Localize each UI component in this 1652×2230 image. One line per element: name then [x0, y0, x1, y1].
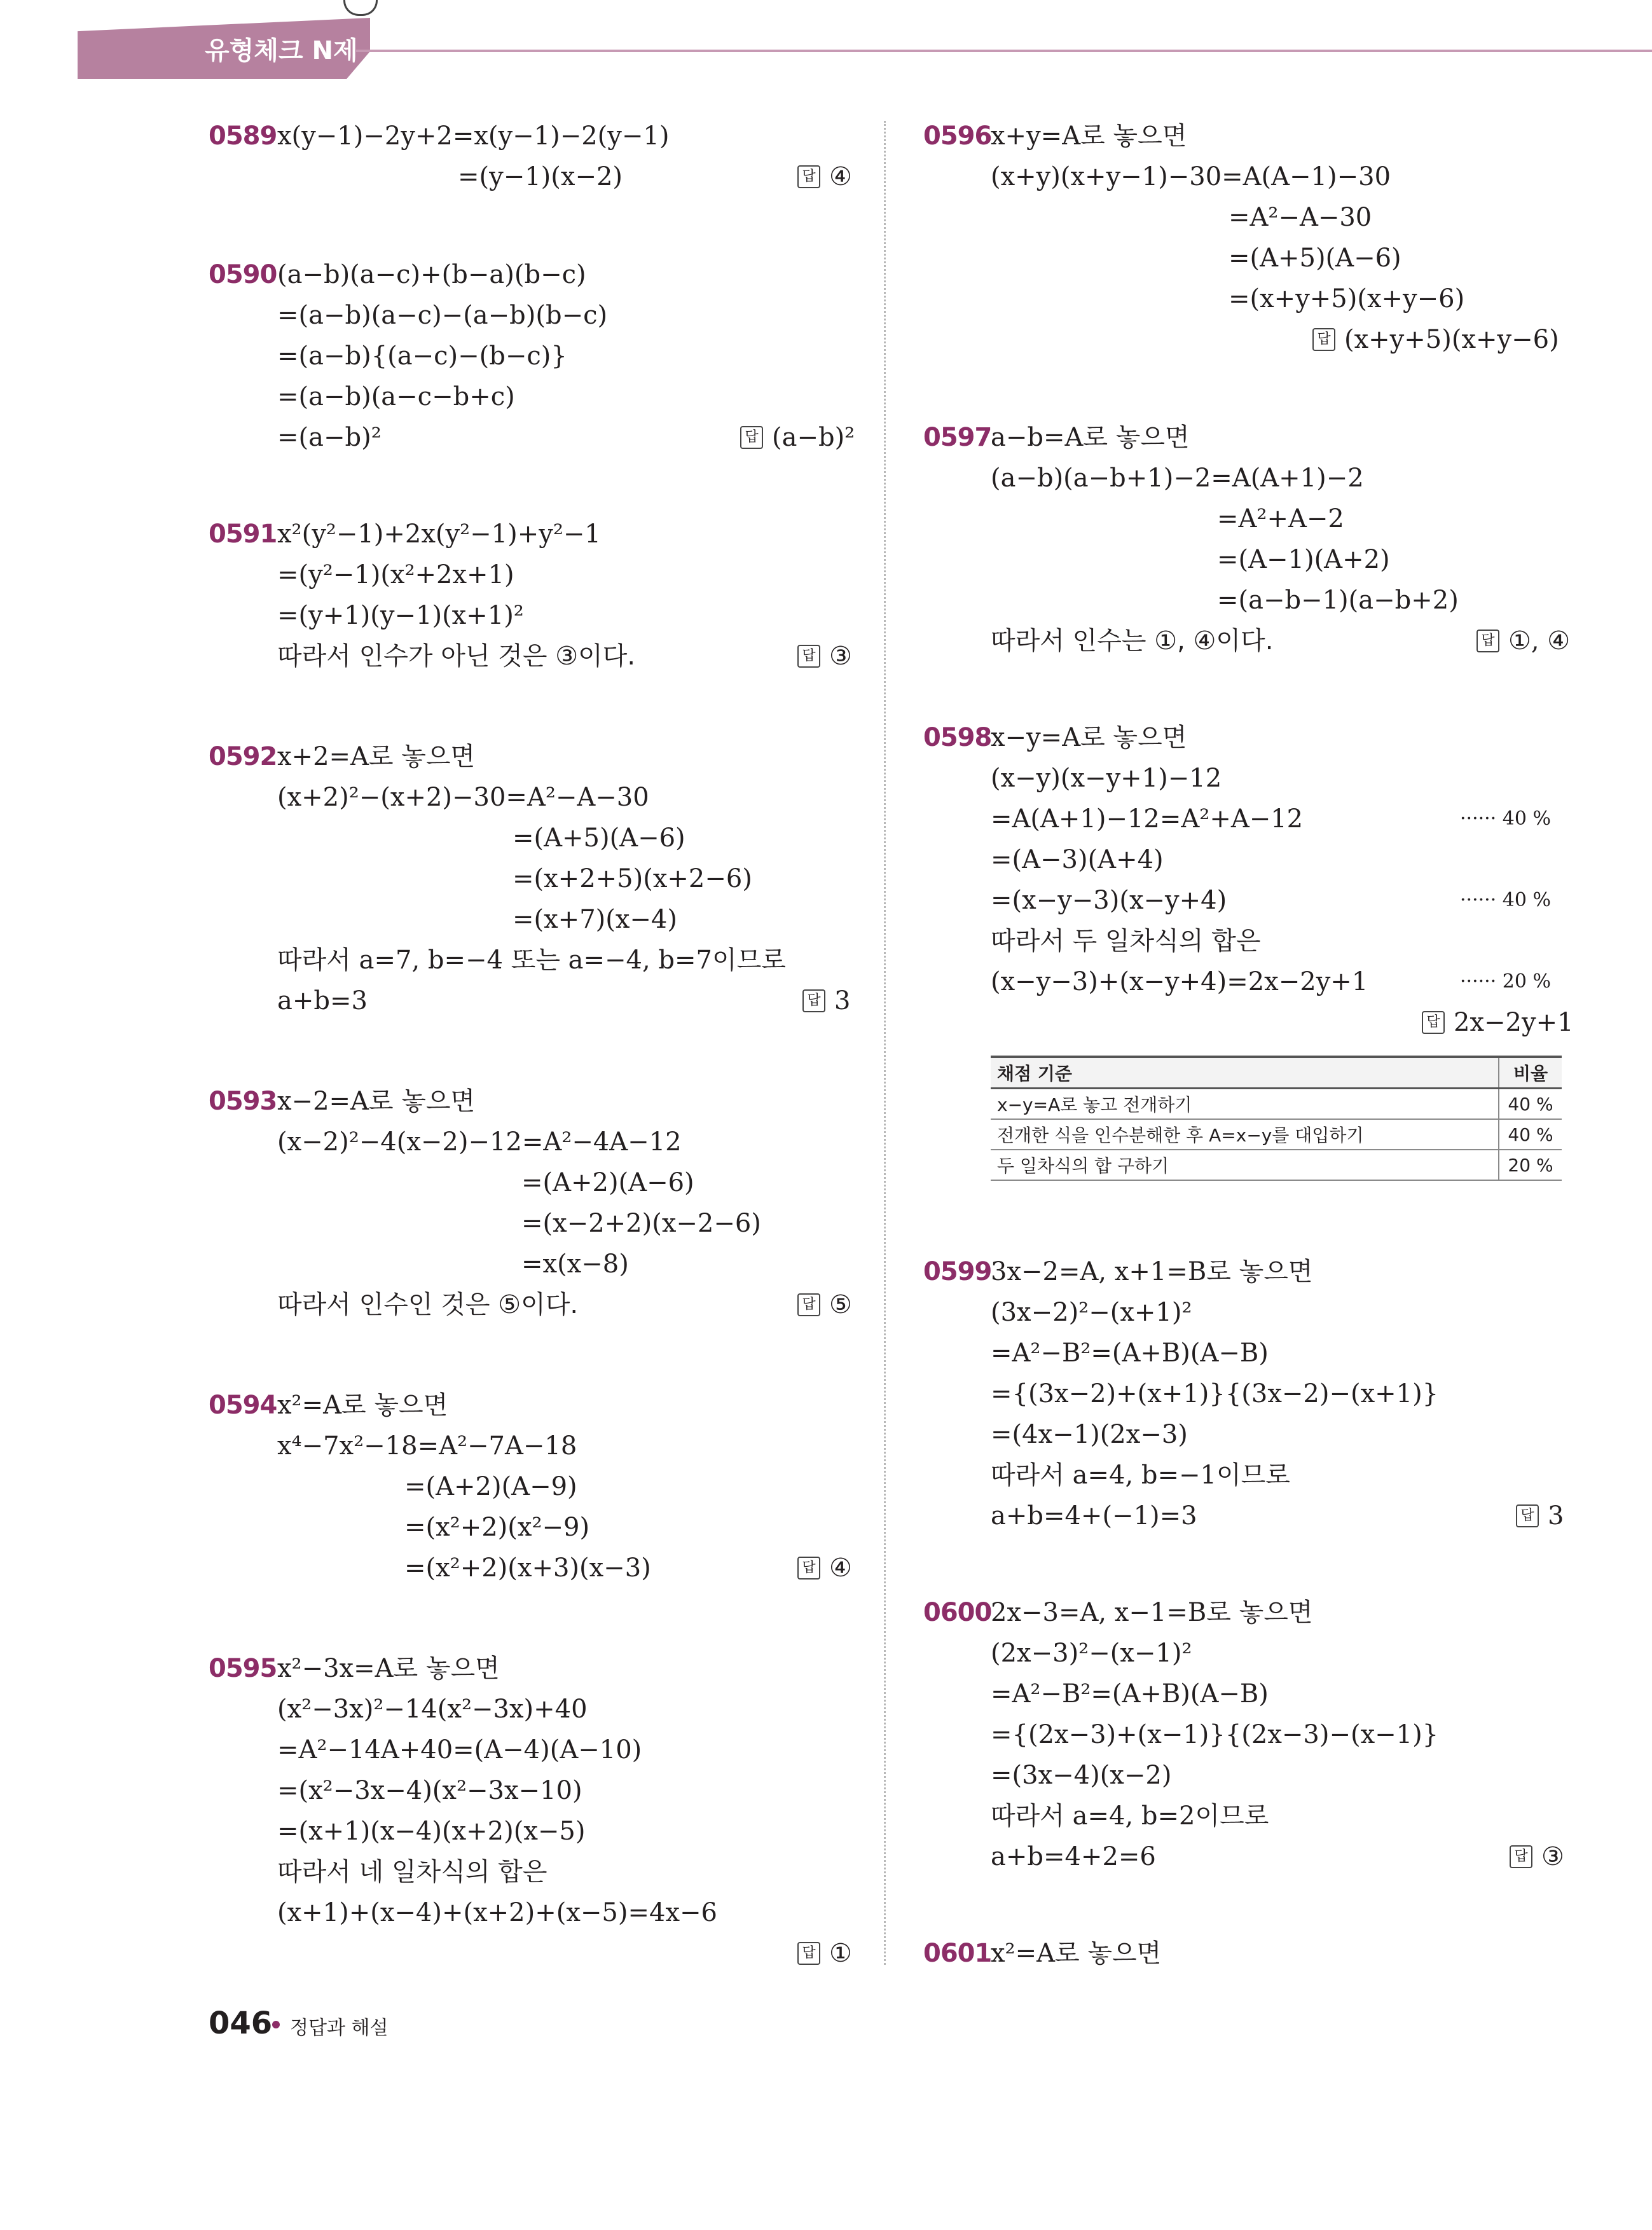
- solution-line: x+2=A로 놓으면: [277, 742, 476, 771]
- solution-line: =(A+2)(A−9): [404, 1472, 577, 1501]
- solution-line: =(x−2+2)(x−2−6): [521, 1209, 761, 1238]
- answer-value: ①, ④: [1508, 626, 1571, 656]
- solution-line: x(y−1)−2y+2=x(y−1)−2(y−1): [277, 121, 670, 151]
- solution-line: =A²−A−30: [1229, 203, 1372, 232]
- solution-line: =(x+2+5)(x+2−6): [513, 864, 752, 893]
- solution-line: =x(x−8): [521, 1249, 629, 1279]
- solution-line: (x−y−3)+(x−y+4)=2x−2y+1: [991, 967, 1368, 996]
- answer: [797, 1553, 852, 1583]
- solution-line: =(3x−4)(x−2): [991, 1761, 1172, 1790]
- solution-line: =(y+1)(y−1)(x+1)²: [277, 601, 524, 630]
- solution-line: (x²−3x)²−14(x²−3x)+40: [277, 1695, 588, 1724]
- solution-line: =(x²+2)(x+3)(x−3): [404, 1553, 651, 1583]
- problem-number: 0597: [923, 423, 992, 452]
- problem-number: 0599: [923, 1257, 992, 1286]
- table-row: [991, 1089, 1562, 1120]
- answer-value: ③: [1541, 1842, 1564, 1871]
- solution-line: x+y=A로 놓으면: [991, 121, 1187, 151]
- solution-line: 따라서 a=4, b=2이므로: [991, 1801, 1269, 1831]
- answer: [1422, 1007, 1574, 1038]
- solution-line: =(a−b){(a−c)−(b−c)}: [277, 341, 567, 371]
- answer: [1516, 1501, 1564, 1531]
- answer-label-icon: 답: [797, 165, 820, 188]
- problem-number: 0593: [209, 1087, 277, 1116]
- answer-label-icon: 답: [1516, 1504, 1539, 1527]
- solution-line: =A²−B²=(A+B)(A−B): [991, 1679, 1269, 1709]
- solution-line: (x−y)(x−y+1)−12: [991, 764, 1222, 793]
- solution-line: =(a−b)(a−c)−(a−b)(b−c): [277, 301, 608, 330]
- answer: [797, 162, 852, 192]
- solution-line: =(x+y+5)(x+y−6): [1229, 284, 1465, 313]
- solution-line: a+b=4+(−1)=3: [991, 1501, 1197, 1531]
- solution-line: =(A−3)(A+4): [991, 845, 1164, 874]
- answer-value: (x+y+5)(x+y−6): [1344, 325, 1559, 354]
- answer-value: (a−b)²: [772, 423, 855, 452]
- answer-value: ④: [829, 1553, 852, 1583]
- solution-line: =(A+5)(A−6): [1229, 244, 1401, 273]
- table-cell: 전개한 식을 인수분해한 후 A=x−y를 대입하기: [991, 1119, 1499, 1150]
- header-title: 유형체크 N제: [205, 36, 358, 65]
- answer-value: ④: [829, 162, 852, 191]
- table-row: [991, 1119, 1562, 1150]
- solution-line: 따라서 인수는 ①, ④이다.: [991, 626, 1274, 656]
- answer-label-icon: 답: [1422, 1011, 1445, 1034]
- table-header-cell: 채점 기준: [991, 1057, 1499, 1089]
- table-header-row: [991, 1057, 1562, 1089]
- problem-number: 0591: [209, 520, 277, 549]
- score-percent: ······ 40 %: [1460, 889, 1551, 911]
- bullet-icon: [272, 2021, 280, 2028]
- solution-line: ={(3x−2)+(x+1)}{(3x−2)−(x+1)}: [991, 1379, 1439, 1408]
- solution-line: a+b=3: [277, 986, 368, 1015]
- problem-number: 0600: [923, 1598, 992, 1627]
- solution-line: =(x+7)(x−4): [513, 905, 677, 934]
- solution-line: =(x+1)(x−4)(x+2)(x−5): [277, 1817, 586, 1846]
- solution-line: x²=A로 놓으면: [277, 1391, 448, 1420]
- solution-line: (3x−2)²−(x+1)²: [991, 1298, 1192, 1327]
- answer-value: 3: [1548, 1501, 1564, 1531]
- solution-line: =A(A+1)−12=A²+A−12: [991, 804, 1304, 834]
- answer-label-icon: 답: [1312, 328, 1335, 351]
- answer: [740, 422, 855, 453]
- solution-line: x−y=A로 놓으면: [991, 723, 1187, 752]
- table-cell: 20 %: [1499, 1150, 1562, 1180]
- solution-line: =A²−B²=(A+B)(A−B): [991, 1339, 1269, 1368]
- answer: [1476, 626, 1570, 656]
- table-cell: x−y=A로 놓고 전개하기: [991, 1089, 1499, 1120]
- solution-line: =(y²−1)(x²+2x+1): [277, 560, 514, 589]
- answer-value: 3: [834, 986, 851, 1015]
- answer-label-icon: 답: [797, 645, 820, 668]
- solution-line: (x+2)²−(x+2)−30=A²−A−30: [277, 783, 649, 812]
- solution-line: 따라서 인수가 아닌 것은 ③이다.: [277, 642, 636, 671]
- answer-label-icon: 답: [797, 1557, 820, 1580]
- answer-value: ③: [829, 642, 852, 671]
- answer-label-icon: 답: [740, 426, 763, 449]
- score-percent: ······ 20 %: [1460, 970, 1551, 993]
- answer-label-icon: 답: [797, 1942, 820, 1965]
- solution-line: 따라서 네 일차식의 합은: [277, 1857, 547, 1887]
- answer-value: 2x−2y+1: [1454, 1008, 1574, 1037]
- solution-line: =(a−b)²: [277, 423, 382, 452]
- solution-line: 따라서 두 일차식의 합은: [991, 926, 1261, 956]
- problem-number: 0595: [209, 1654, 277, 1683]
- solution-line: x²(y²−1)+2x(y²−1)+y²−1: [277, 520, 601, 549]
- solution-line: =(a−b)(a−c−b+c): [277, 382, 515, 411]
- solution-line: =(a−b−1)(a−b+2): [1217, 586, 1459, 615]
- solution-line: 3x−2=A, x+1=B로 놓으면: [991, 1257, 1313, 1286]
- solution-line: (a−b)(a−b+1)−2=A(A+1)−2: [991, 464, 1364, 493]
- problem-number: 0590: [209, 260, 277, 289]
- table-cell: 40 %: [1499, 1089, 1562, 1120]
- solution-line: x²−3x=A로 놓으면: [277, 1654, 500, 1683]
- solution-line: =A²+A−2: [1217, 504, 1344, 533]
- solution-line: =(A−1)(A+2): [1217, 545, 1390, 574]
- solution-line: 따라서 인수인 것은 ⑤이다.: [277, 1290, 579, 1319]
- table-header-cell: 비율: [1499, 1057, 1562, 1089]
- problem-number: 0592: [209, 742, 277, 771]
- solution-line: =(A+2)(A−6): [521, 1168, 694, 1197]
- solution-line: =(x²+2)(x²−9): [404, 1513, 590, 1542]
- problem-number: 0594: [209, 1391, 277, 1420]
- answer-value: ⑤: [829, 1290, 852, 1319]
- solution-line: a+b=4+2=6: [991, 1842, 1156, 1871]
- solution-line: 따라서 a=7, b=−4 또는 a=−4, b=7이므로: [277, 946, 786, 975]
- table-row: [991, 1150, 1562, 1180]
- solution-line: (x+1)+(x−4)+(x+2)+(x−5)=4x−6: [277, 1898, 717, 1927]
- answer: [797, 1938, 852, 1969]
- solution-line: 2x−3=A, x−1=B로 놓으면: [991, 1598, 1313, 1627]
- solution-line: =(A+5)(A−6): [513, 823, 685, 853]
- answer: [802, 986, 850, 1016]
- problem-number: 0598: [923, 723, 992, 752]
- answer: [1312, 324, 1559, 355]
- table-cell: 두 일차식의 합 구하기: [991, 1150, 1499, 1180]
- solution-line: ={(2x−3)+(x−1)}{(2x−3)−(x−1)}: [991, 1720, 1439, 1749]
- answer-label-icon: 답: [1510, 1845, 1532, 1868]
- solution-line: x²=A로 놓으면: [991, 1939, 1162, 1968]
- score-percent: ······ 40 %: [1460, 808, 1551, 830]
- solution-line: (a−b)(a−c)+(b−a)(b−c): [277, 260, 586, 289]
- header-rule: [356, 50, 1652, 52]
- solution-line: =A²−14A+40=(A−4)(A−10): [277, 1735, 642, 1765]
- column-divider: [884, 121, 886, 1965]
- solution-line: (x+y)(x+y−1)−30=A(A−1)−30: [991, 162, 1391, 191]
- solution-line: x⁴−7x²−18=A²−7A−18: [277, 1431, 577, 1461]
- answer-label-icon: 답: [797, 1293, 820, 1316]
- footer-section: 정답과 해설: [290, 2017, 389, 2039]
- solution-line: =(y−1)(x−2): [458, 162, 623, 191]
- answer: [797, 641, 852, 671]
- grading-criteria-table: [991, 1056, 1562, 1181]
- solution-line: (x−2)²−4(x−2)−12=A²−4A−12: [277, 1127, 682, 1157]
- solution-line: =(x−y−3)(x−y+4): [991, 886, 1227, 915]
- answer-value: ①: [829, 1939, 852, 1968]
- page-number: 046: [209, 2006, 273, 2041]
- solution-line: =(x²−3x−4)(x²−3x−10): [277, 1776, 582, 1805]
- solution-line: x−2=A로 놓으면: [277, 1087, 476, 1116]
- mascot-icon: [343, 0, 378, 16]
- solution-line: =(4x−1)(2x−3): [991, 1420, 1188, 1449]
- problem-number: 0601: [923, 1939, 992, 1968]
- table-cell: 40 %: [1499, 1119, 1562, 1150]
- answer: [1510, 1841, 1564, 1872]
- solution-line: 따라서 a=4, b=−1이므로: [991, 1461, 1290, 1490]
- answer-label-icon: 답: [802, 989, 825, 1012]
- solution-line: (2x−3)²−(x−1)²: [991, 1639, 1192, 1668]
- answer: [797, 1290, 852, 1320]
- answer-label-icon: 답: [1476, 630, 1499, 652]
- problem-number: 0589: [209, 121, 277, 151]
- problem-number: 0596: [923, 121, 992, 151]
- solution-line: a−b=A로 놓으면: [991, 423, 1190, 452]
